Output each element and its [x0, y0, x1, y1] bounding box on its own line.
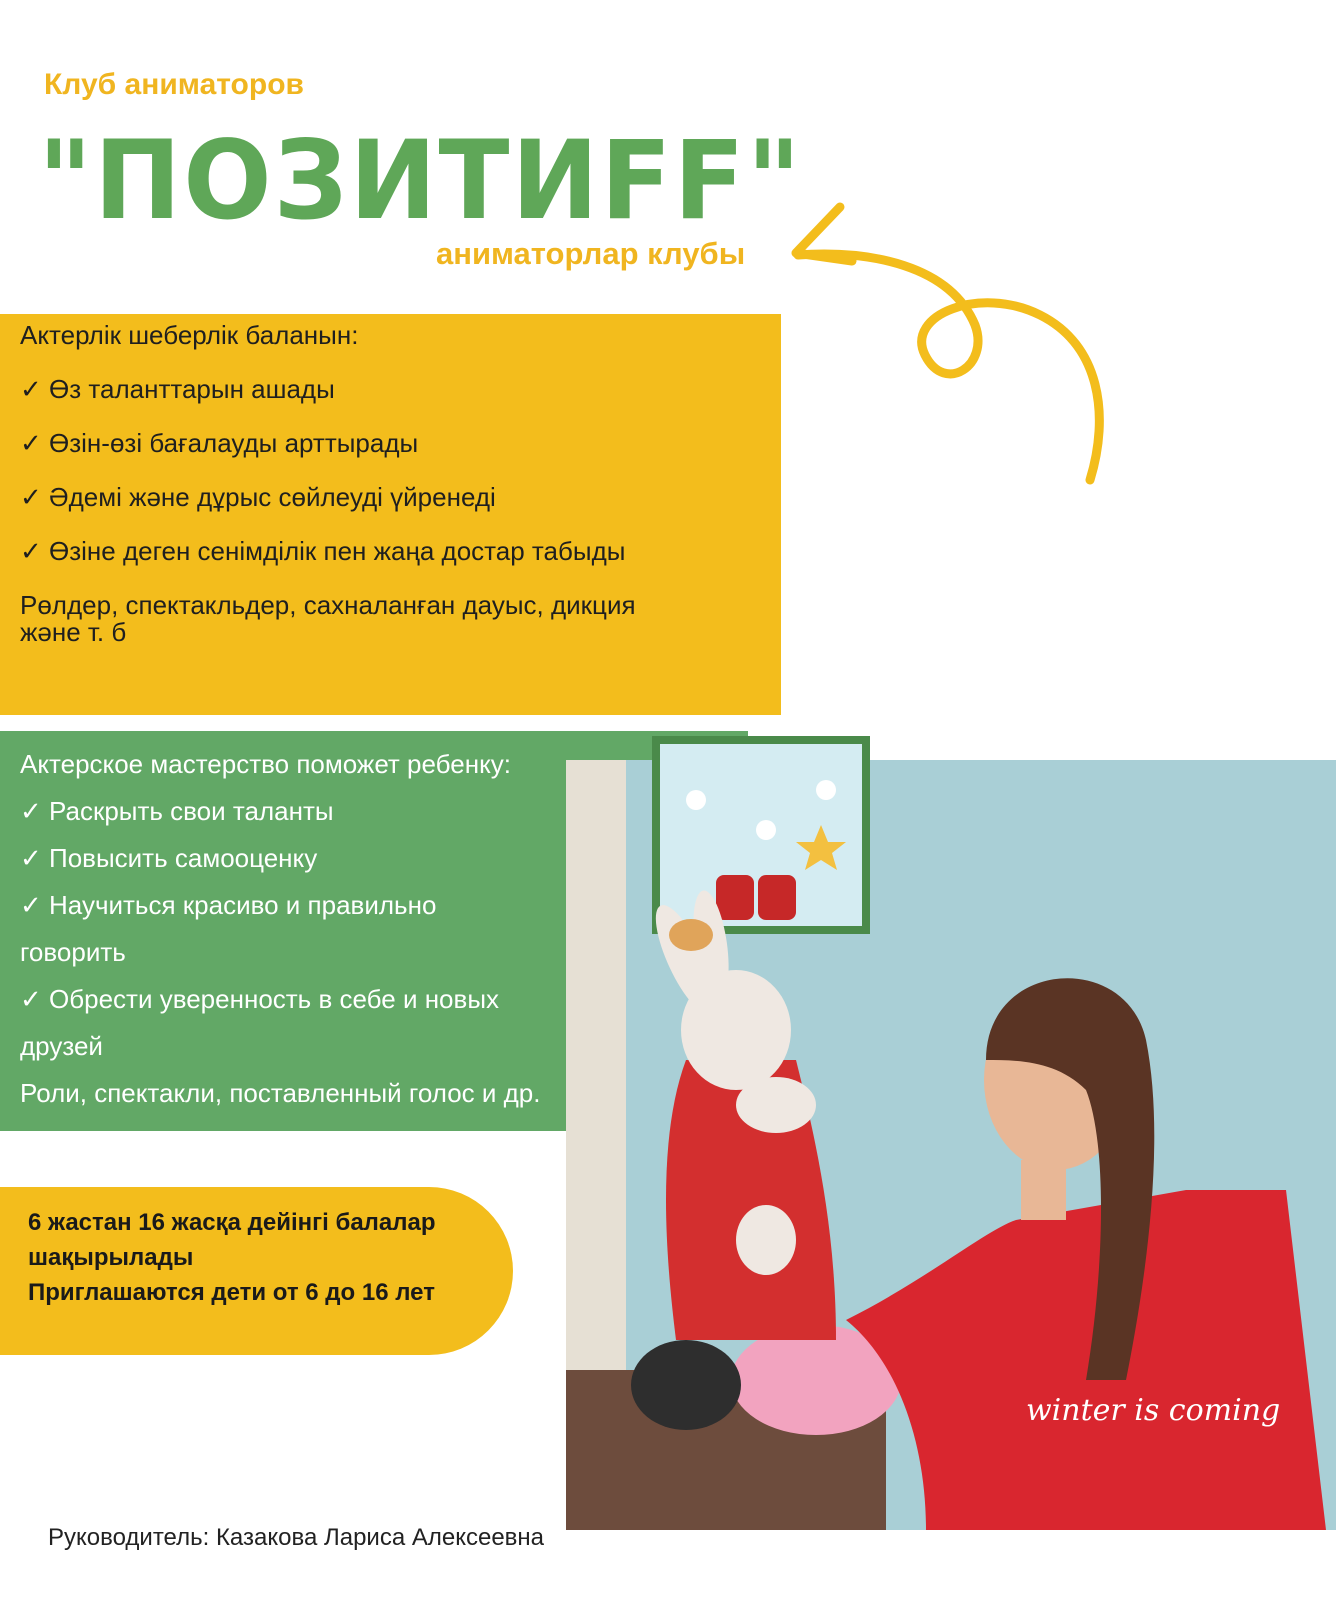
ru-benefit-2: ✓ Повысить самооценку [20, 843, 318, 873]
ru-summary: Роли, спектакли, поставленный голос и др. [20, 1078, 541, 1108]
invite-kz: 6 жастан 16 жасқа дейінгі балалар шақырылады [28, 1209, 436, 1271]
shirt-text: winter is coming [1026, 1393, 1281, 1428]
ru-benefit-3: ✓ Научиться красиво и правильно говорить [20, 890, 437, 967]
kz-benefit-4: ✓ Өзіне деген сенімділік пен жаңа достар табыды [20, 536, 626, 566]
club-name-title: "ПОЗИТИFF" [38, 115, 803, 245]
curved-arrow-icon [790, 195, 1120, 495]
child-with-puppet-photo [566, 760, 1336, 1530]
kz-intro: Актерлік шеберлік баланын: [20, 320, 359, 350]
kz-benefit-3: ✓ Әдемі және дұрыс сөйлеуді үйренеді [20, 482, 496, 512]
kz-summary: Рөлдер, спектакльдер, сахналанған дауыс, дикция және т. б [20, 590, 636, 647]
invite-ru: Приглашаются дети от 6 до 16 лет [28, 1279, 435, 1306]
kz-benefit-1: ✓ Өз таланттарын ашады [20, 374, 335, 404]
age-invite-banner [0, 1187, 513, 1355]
club-subtitle-ru: Клуб аниматоров [44, 68, 304, 101]
kz-benefit-2: ✓ Өзін-өзі бағалауды арттырады [20, 428, 419, 458]
ru-benefit-1: ✓ Раскрыть свои таланты [20, 796, 334, 826]
kazakh-benefits-panel [0, 314, 781, 715]
club-subtitle-kz: аниматорлар клубы [436, 236, 746, 271]
leader-name: Руководитель: Казакова Лариса Алексеевна [48, 1524, 545, 1551]
ru-intro: Актерское мастерство поможет ребенку: [20, 749, 511, 779]
ru-benefit-4: ✓ Обрести уверенность в себе и новых друзей [20, 984, 500, 1061]
